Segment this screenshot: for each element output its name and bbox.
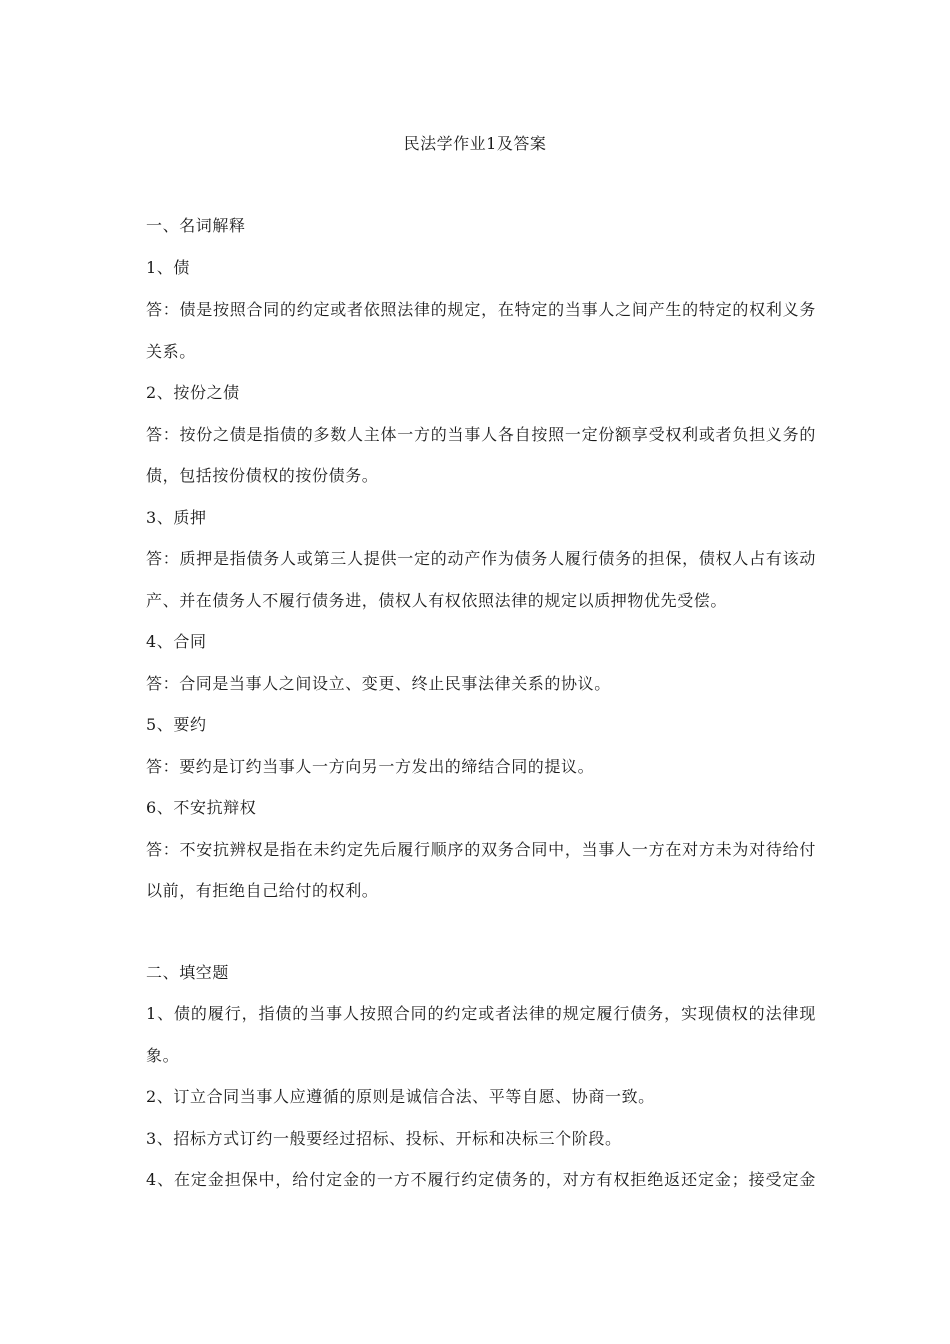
term-heading: 5、要约: [146, 715, 207, 734]
answer-line: 以前，有拒绝自己给付的权利。: [146, 881, 379, 900]
term-heading: 1、债: [146, 258, 190, 277]
fill-blank-line: 2、订立合同当事人应遵循的原则是诚信合法、平等自愿、协商一致。: [146, 1087, 655, 1106]
answer-line: 产、并在债务人不履行债务进，债权人有权依照法律的规定以质押物优先受偿。: [146, 591, 728, 610]
answer-line: 答：要约是订约当事人一方向另一方发出的缔结合同的提议。: [146, 757, 595, 776]
answer-line: 关系。: [146, 342, 196, 361]
answer-line: 答：合同是当事人之间设立、变更、终止民事法律关系的协议。: [146, 674, 611, 693]
term-heading: 2、按份之债: [146, 383, 240, 402]
answer-line: 答：债是按照合同的约定或者依照法律的规定，在特定的当事人之间产生的特定的权利义务: [146, 300, 816, 319]
fill-blank-line: 象。: [146, 1046, 180, 1065]
answer-line: 答：按份之债是指债的多数人主体一方的当事人各自按照一定份额享受权利或者负担义务的: [146, 425, 816, 444]
fill-blank-line: 1、债的履行，指债的当事人按照合同的约定或者法律的规定履行债务，实现债权的法律现: [146, 1004, 816, 1023]
answer-line: 债，包括按份债权的按份债务。: [146, 466, 379, 485]
answer-line: 答：不安抗辨权是指在未约定先后履行顺序的双务合同中，当事人一方在对方未为对待给付: [146, 840, 816, 859]
section-heading: 二、填空题: [146, 963, 230, 982]
term-heading: 6、不安抗辩权: [146, 798, 257, 817]
document-title: 民法学作业1及答案: [403, 134, 547, 153]
answer-line: 答：质押是指债务人或第三人提供一定的动产作为债务人履行债务的担保，债权人占有该动: [146, 549, 816, 568]
term-heading: 3、质押: [146, 508, 207, 527]
fill-blank-line: 3、招标方式订约一般要经过招标、投标、开标和决标三个阶段。: [146, 1129, 622, 1148]
section-heading: 一、名词解释: [146, 216, 246, 235]
fill-blank-line: 4、在定金担保中，给付定金的一方不履行约定债务的，对方有权拒绝返还定金；接受定金: [146, 1170, 816, 1189]
term-heading: 4、合同: [146, 632, 207, 651]
